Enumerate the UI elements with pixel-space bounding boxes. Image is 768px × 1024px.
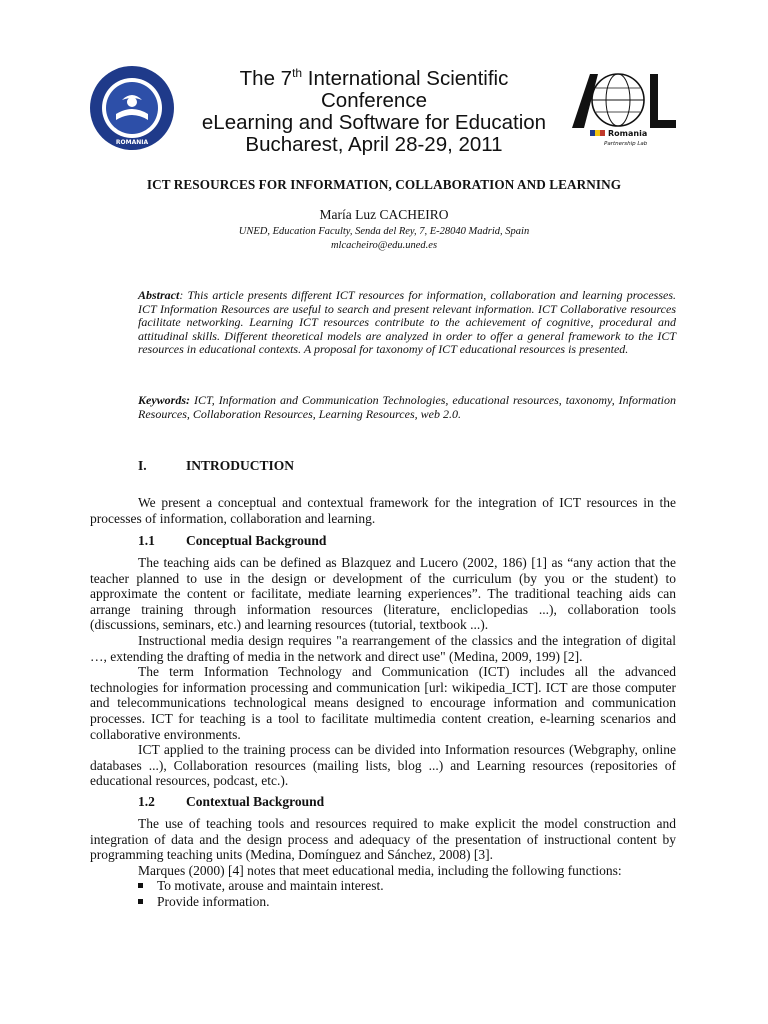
- list-item: Provide information.: [138, 894, 269, 910]
- author-email: mlcacheiro@edu.uned.es: [330, 240, 438, 251]
- adl-partnership-logo: [568, 64, 680, 148]
- section-heading-introduction: I. INTRODUCTION: [138, 458, 295, 473]
- university-seal-logo: [88, 64, 176, 152]
- conference-title: The 7th International Scientific Conference eLearning and Software for Education Bucharest, April 28-29, 2011: [184, 62, 564, 156]
- paper-title: ICT RESOURCES FOR INFORMATION, COLLABORATION AND LEARNING: [146, 177, 622, 192]
- abstract-text: : This article presents different ICT resources for information, collaboration and learning processes. ICT Information Resources are useful to search and present relevant information. ICT Collaborative resources facilitate networking. Learning ICT resources contribute to the achievement of cognitive, procedural and attitudinal skills. Different theoretical models are analyzed in order to offer a general framework to the ICT resources in educational contexts. A proposal for taxonomy of ICT educational resources is presented.: [138, 288, 676, 357]
- section-heading-1-2: 1.2 Contextual Background: [138, 794, 325, 809]
- keywords-text: ICT, Information and Communication Technologies, educational resources, taxonomy, Information Resources, Collaboration Resources, Learning Resources, web 2.0.: [138, 393, 676, 421]
- abstract-label: Abstract: [138, 288, 180, 302]
- conference-header: [88, 62, 688, 156]
- conference-subtitle: eLearning and Software for Education: [201, 110, 547, 134]
- paragraph: The teaching aids can be defined as Blazquez and Lucero (2002, 186) [1] as “any action that the teacher planned to use in the design or development of the curriculum (by you or the student) to approximate the content or facilitate, mediate learning experiences”. The traditional teaching aids can arrange training through information resources (literature, encliclopedias ...), collaboration tools (discussions, seminars, etc.) and learning resources (tutorial, textbook ...).: [90, 555, 676, 633]
- seal-text: ROMANIA: [115, 139, 149, 146]
- abstract: [138, 289, 676, 357]
- list-item: To motivate, arouse and maintain interest.: [138, 878, 384, 894]
- author-affiliation: UNED, Education Faculty, Senda del Rey, 7, E-28040 Madrid, Spain: [238, 226, 530, 237]
- paragraph: Instructional media design requires "a rearrangement of the classics and the integration of digital …, extending the drafting of media in the network and direct use" (Medina, 2009, 199) [2].: [90, 632, 676, 664]
- logo-text: Romania: [608, 129, 648, 138]
- section-heading-1-1: 1.1 Conceptual Background: [138, 533, 327, 548]
- paragraph: ICT applied to the training process can be divided into Information resources (Webgraphy, online databases ...), Collaboration resources (mailing lists, blog ...) and Learning resources (repositories of educational resources, podcast, etc.).: [90, 742, 676, 789]
- section-1-2-body: [90, 816, 676, 878]
- paragraph: The term Information Technology and Communication (ICT) includes all the advanced technologies for information processing and communication [url: wikipedia_ICT]. ICT are those computer and telecommunications technological means designed to encourage information and communication processes. ICT for teaching is a tool to facilitate multimedia content creation, e-learning scenarios and collaborative environments.: [90, 664, 676, 742]
- intro-paragraph: We present a conceptual and contextual framework for the integration of ICT resources in the processes of information, collaboration and learning.: [90, 495, 676, 526]
- paragraph: The use of teaching tools and resources required to make explicit the model construction and integration of data and the design process and adequacy of the presentation of instructional content by programming teaching units (Medina, Domínguez and Sánchez, 2008) [3].: [90, 816, 676, 863]
- paragraph: Marques (2000) [4] notes that meet educational media, including the following functions:: [138, 862, 622, 878]
- conference-location-date: Bucharest, April 28-29, 2011: [245, 132, 503, 156]
- section-1-1-body: [90, 555, 676, 789]
- logo-subtext: Partnership Lab: [604, 141, 648, 147]
- keywords: [138, 394, 676, 421]
- bullet-icon: [138, 883, 143, 888]
- bullet-icon: [138, 899, 143, 904]
- keywords-label: Keywords:: [138, 393, 190, 407]
- paper-author: María Luz CACHEIRO: [319, 207, 449, 222]
